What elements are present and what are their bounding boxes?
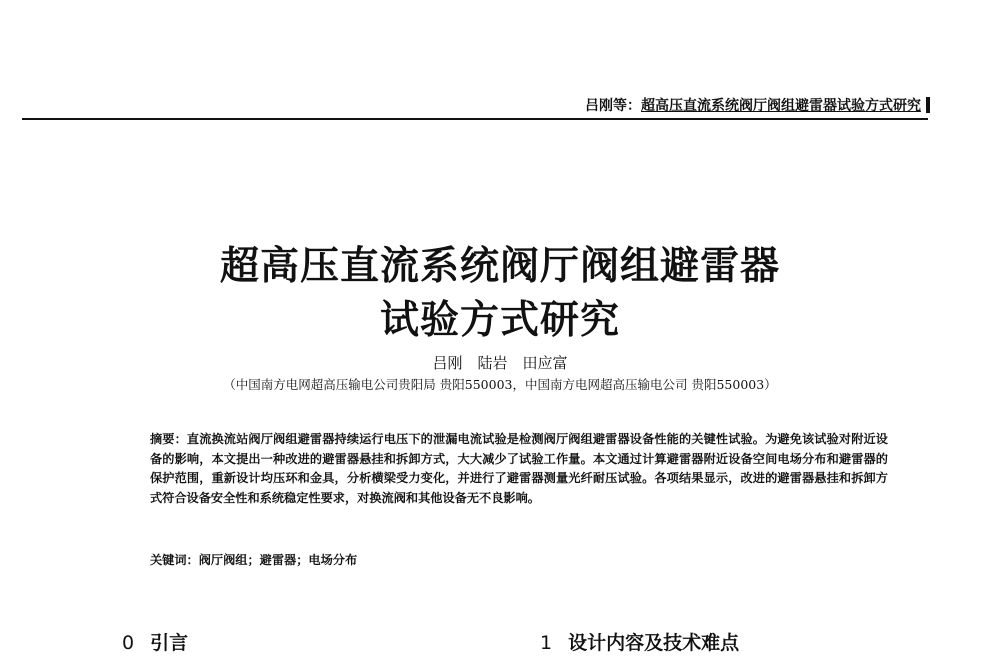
running-header xyxy=(585,95,930,115)
section-number: 1 xyxy=(540,632,553,654)
section-heading-introduction xyxy=(122,628,188,655)
paper-title xyxy=(0,240,1000,348)
author-list: 吕刚 陆岩 田应富 xyxy=(432,354,568,372)
section-heading-design xyxy=(540,628,739,655)
abstract-text: 直流换流站阀厅阀组避雷器持续运行电压下的泄漏电流试验是检测阀厅阀组避雷器设备性能的关键性试验。为避免该试验对附近设备的影响，本文提出一种改进的避雷器悬挂和拆卸方式，大大减少了试验工作量。本文通过计算避雷器附近设备空间电场分布和避雷器的保护范围，重新设计均压环和金具，分析横梁受力变化，并进行了避雷器测量光纤耐压试验。各项结果显示，改进的避雷器悬挂和拆卸方式符合设备安全性和系统稳定性要求，对换流阀和其他设备无不良影响。 xyxy=(150,432,888,505)
section-title: 引言 xyxy=(150,632,189,654)
keywords-text: 阀厅阀组；避雷器；电场分布 xyxy=(198,553,358,567)
header-bar-mark xyxy=(926,97,930,113)
affiliation: （中国南方电网超高压输电公司贵阳局 贵阳550003，中国南方电网超高压输电公司 贵阳550003） xyxy=(223,377,777,392)
section-title: 设计内容及技术难点 xyxy=(568,632,740,654)
running-header-author: 吕刚等： xyxy=(585,98,641,114)
running-header-title: 超高压直流系统阀厅阀组避雷器试验方式研究 xyxy=(641,98,921,114)
abstract xyxy=(150,430,888,508)
keywords-label: 关键词： xyxy=(150,553,199,567)
section-number: 0 xyxy=(122,632,135,654)
paper-title-line-2: 试验方式研究 xyxy=(379,298,620,343)
header-rule xyxy=(22,118,928,120)
keywords xyxy=(150,551,357,568)
abstract-label: 摘要： xyxy=(150,432,187,446)
paper-title-line-1: 超高压直流系统阀厅阀组避雷器 xyxy=(219,244,780,289)
